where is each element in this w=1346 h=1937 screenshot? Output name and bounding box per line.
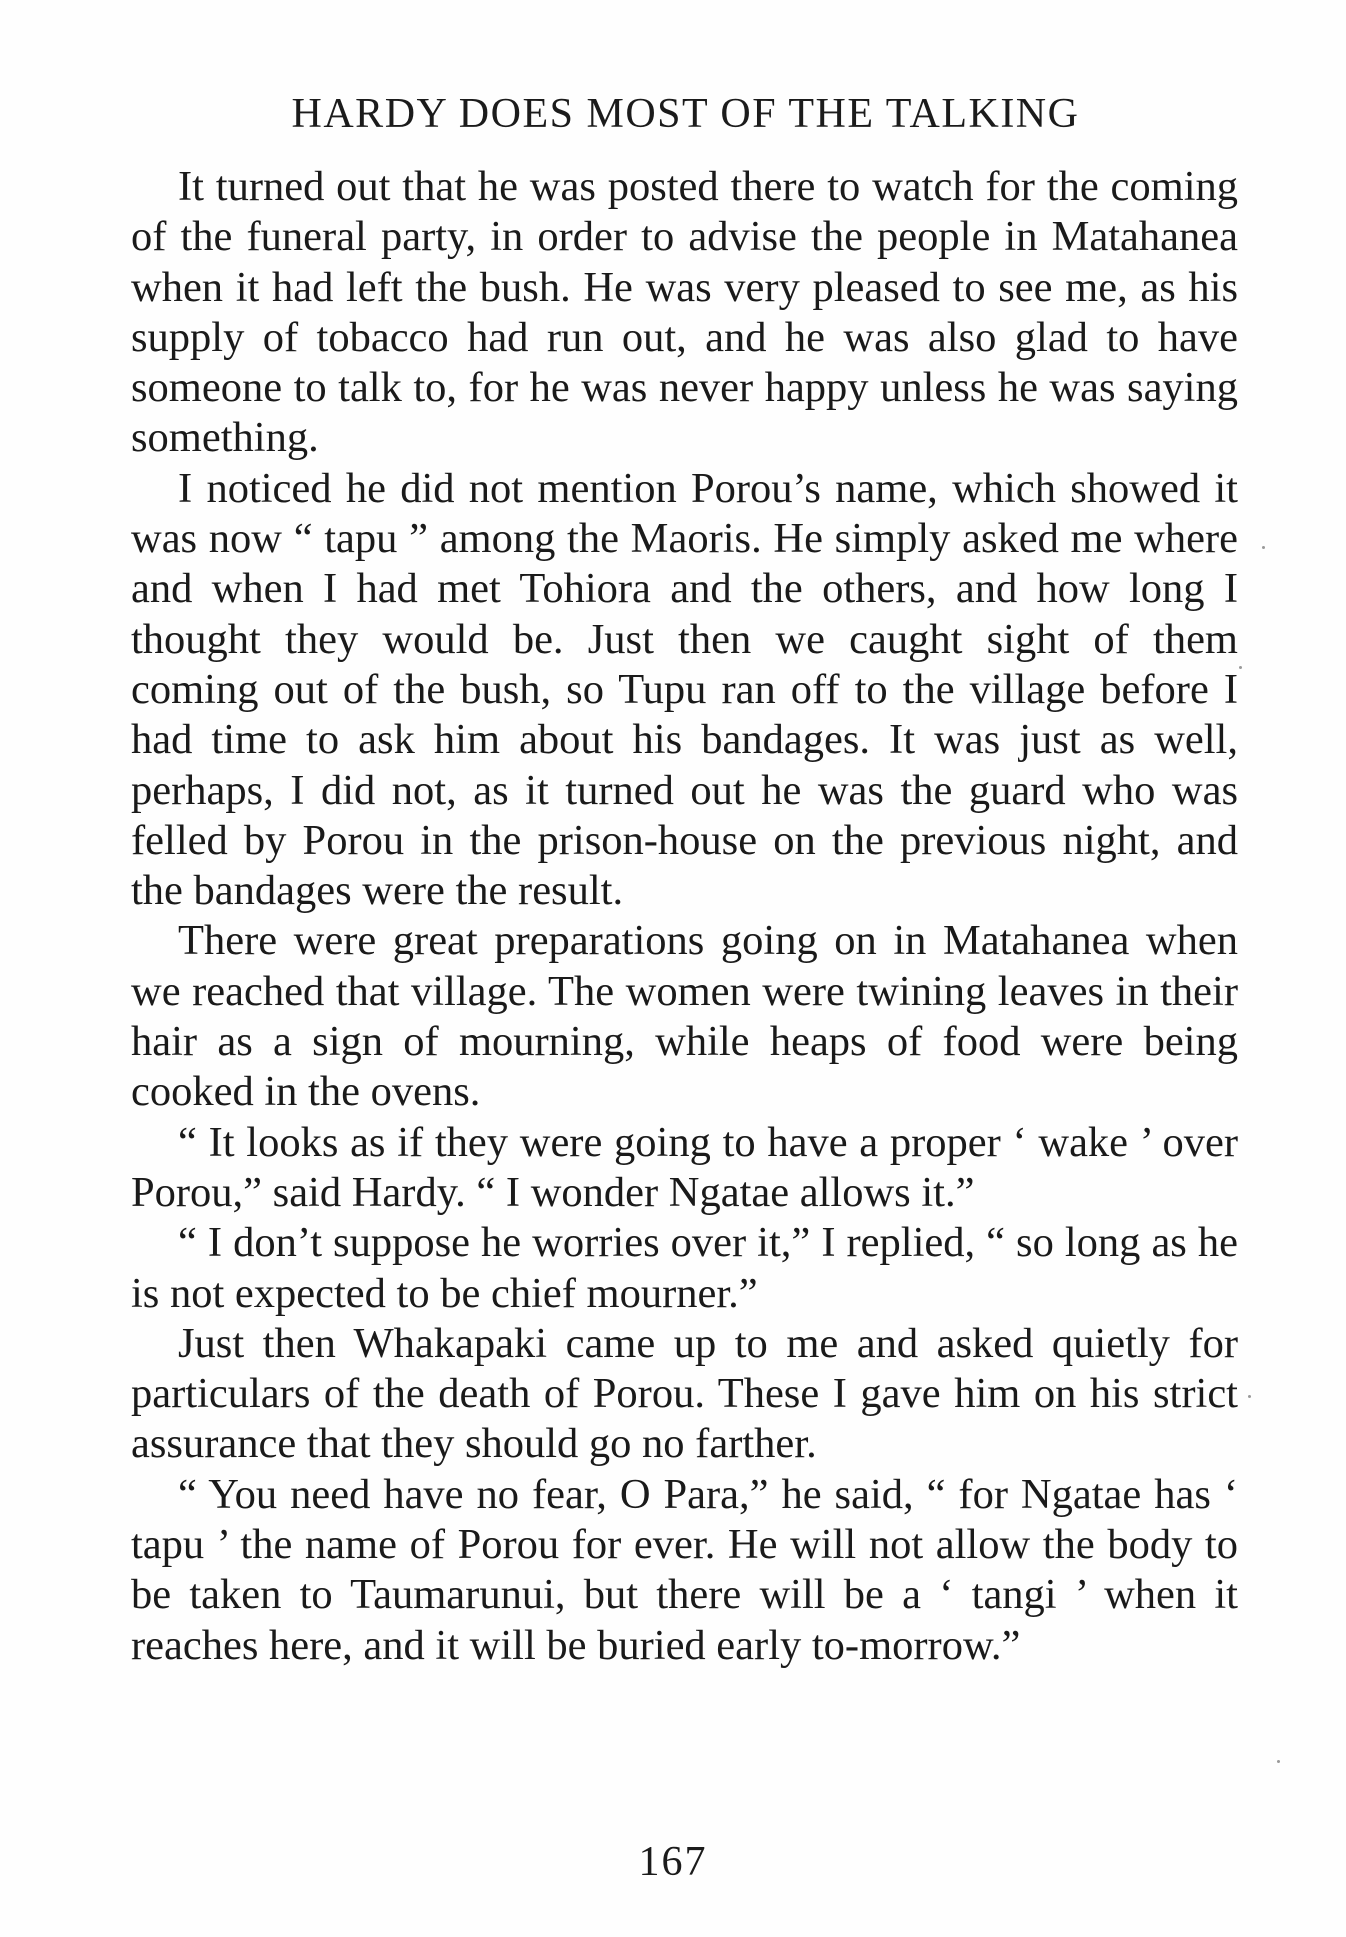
paragraph: “ It looks as if they were going to have a proper ‘ wake ’ over Porou,” said Hardy. “ I wonder Ngatae allows it.” bbox=[131, 1118, 1238, 1216]
print-speck bbox=[1262, 546, 1265, 549]
paragraph: “ You need have no fear, O Para,” he said, “ for Ngatae has ‘ tapu ’ the name of Porou for ever. He will not allow the body to be taken to Taumarunui, but there will be a ‘ tangi ’ when it reaches here, and it will be buried early to-morrow.” bbox=[131, 1470, 1238, 1669]
paragraph: Just then Whakapaki came up to me and asked quietly for particulars of the death of Porou. These I gave him on his strict assurance that they should go no farther. bbox=[131, 1319, 1238, 1468]
paragraph: It turned out that he was posted there to watch for the coming of the funeral party, in order to advise the people in Matahanea when it had left the bush. He was very pleased to see me, as his supply of tobacco had run out, and he was also glad to have someone to talk to, for he was never happy unless he was saying something. bbox=[131, 163, 1238, 462]
running-head: HARDY DOES MOST OF THE TALKING bbox=[291, 91, 1080, 137]
print-speck bbox=[1248, 1395, 1251, 1398]
page-body bbox=[131, 162, 1238, 1671]
paragraph: I noticed he did not mention Porou’s name, which showed it was now “ tapu ” among the Maoris. He simply asked me where and when I had met Tohiora and the others, and how long I thought they would be. Just then we caught sight of them coming out of the bush, so Tupu ran off to the village before I had time to ask him about his bandages. It was just as well, perhaps, I did not, as it turned out he was the guard who was felled by Porou in the prison-house on the previous night, and the bandages were the result. bbox=[131, 464, 1238, 915]
print-speck bbox=[1277, 1760, 1280, 1763]
paragraph: There were great preparations going on in Matahanea when we reached that village. The women were twining leaves in their hair as a sign of mourning, while heaps of food were being cooked in the ovens. bbox=[131, 917, 1238, 1116]
page-number: 167 bbox=[638, 1839, 708, 1885]
print-speck bbox=[1239, 666, 1242, 669]
paragraph: “ I don’t suppose he worries over it,” I replied, “ so long as he is not expected to be chief mourner.” bbox=[131, 1219, 1238, 1317]
